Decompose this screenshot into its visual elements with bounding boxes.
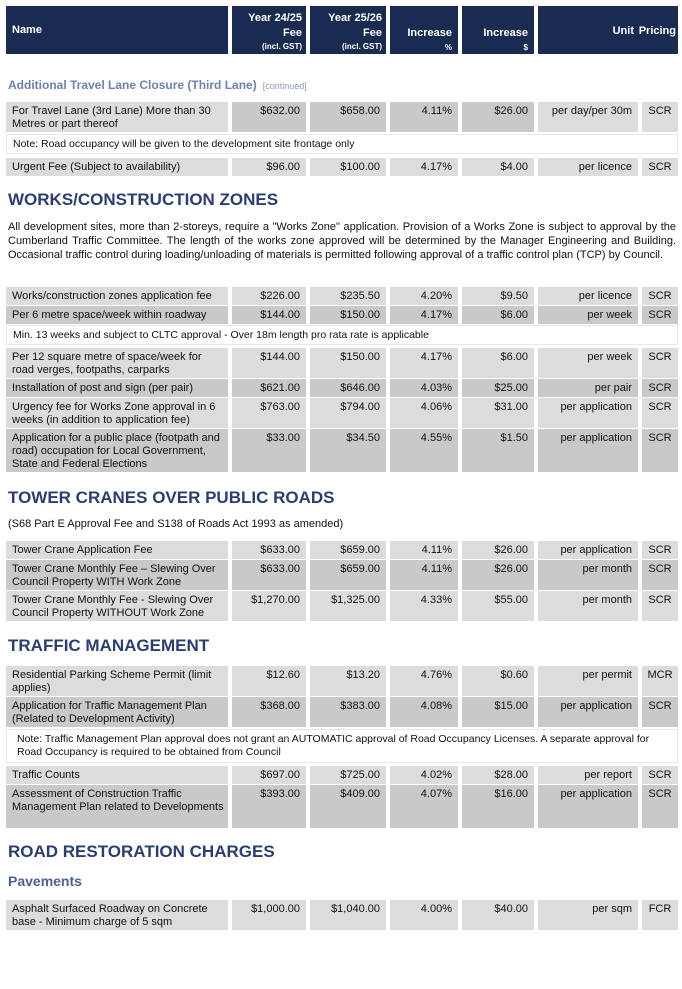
cell-name: Works/construction zones application fee [6, 287, 228, 305]
cell-increase-dollar: $15.00 [462, 697, 534, 727]
cell-unit: per application [538, 398, 638, 428]
cell-pricing: MCR [642, 666, 678, 696]
section-road-title: ROAD RESTORATION CHARGES [8, 842, 275, 861]
cell-name: Tower Crane Monthly Fee - Slewing Over Council Property WITHOUT Work Zone [6, 591, 228, 621]
cell-name: Asphalt Surfaced Roadway on Concrete base - Minimum charge of 5 sqm [6, 900, 228, 930]
cell-unit: per application [538, 429, 638, 472]
cell-pricing: FCR [642, 900, 678, 930]
cell-increase-dollar: $6.00 [462, 348, 534, 378]
cell-increase-dollar: $55.00 [462, 591, 534, 621]
table-row [6, 348, 678, 378]
cell-fee-2526: $235.50 [310, 287, 386, 305]
header-label: Increase [483, 27, 528, 39]
cell-fee-2526: $409.00 [310, 785, 386, 828]
table-row [6, 398, 678, 428]
header-label: (incl. GST) [342, 42, 382, 51]
cell-pricing: SCR [642, 398, 678, 428]
cell-pricing: SCR [642, 560, 678, 590]
cell-pricing: SCR [642, 102, 678, 132]
cell-name: Urgent Fee (Subject to availability) [6, 158, 228, 176]
header-label: Increase [407, 27, 452, 39]
cell-pricing: SCR [642, 158, 678, 176]
cell-name: For Travel Lane (3rd Lane) More than 30 Metres or part thereof [6, 102, 228, 132]
table-row [6, 102, 678, 132]
table-row [6, 429, 678, 472]
header-label: Year 25/26 [328, 12, 382, 24]
table-row [6, 900, 678, 930]
cell-unit: per licence [538, 287, 638, 305]
table-row [6, 697, 678, 727]
cell-increase-pct: 4.03% [390, 379, 458, 397]
header-label: Unit [612, 25, 634, 37]
cell-increase-pct: 4.11% [390, 102, 458, 132]
section-cranes-title: TOWER CRANES OVER PUBLIC ROADS [8, 488, 335, 507]
cell-fee-2425: $368.00 [232, 697, 306, 727]
header-label: Fee [283, 27, 302, 39]
cell-name: Residential Parking Scheme Permit (limit applies) [6, 666, 228, 696]
cell-fee-2526: $646.00 [310, 379, 386, 397]
cell-fee-2425: $633.00 [232, 560, 306, 590]
header-label: Name [12, 24, 42, 36]
cell-fee-2526: $1,325.00 [310, 591, 386, 621]
works-description: All development sites, more than 2-storeys, require a "Works Zone" application. Provision of a Works Zone is subject to approval by the Cumberland Traffic Committee. The length of the works zone approved will be determined by the Manager Engineering and Building. Occasional traffic control during loading/unloading of materials is permitted following approval of a traffic control plan (TCP) by Council. [8, 221, 676, 261]
cell-unit: per month [538, 591, 638, 621]
note-traffic: Note: Traffic Management Plan approval does not grant an AUTOMATIC approval of Road Occupancy Licenses. A separate approval for Road Occupancy is required to be obtained from Council [6, 729, 678, 763]
cell-pricing: SCR [642, 697, 678, 727]
header-label: Pricing [638, 25, 676, 37]
cell-name: Assessment of Construction Traffic Management Plan related to Developments [6, 785, 228, 828]
cell-pricing: SCR [642, 348, 678, 378]
cell-fee-2526: $725.00 [310, 766, 386, 784]
cell-pricing: SCR [642, 429, 678, 472]
cell-unit: per permit [538, 666, 638, 696]
cell-name: Tower Crane Application Fee [6, 541, 228, 559]
cell-increase-dollar: $26.00 [462, 102, 534, 132]
cell-fee-2526: $13.20 [310, 666, 386, 696]
cell-name: Per 12 square metre of space/week for road verges, footpaths, carparks [6, 348, 228, 378]
header-increase-pct [390, 6, 458, 54]
cell-increase-pct: 4.17% [390, 306, 458, 324]
cell-name: Application for Traffic Management Plan (Related to Development Activity) [6, 697, 228, 727]
note-works: Min. 13 weeks and subject to CLTC approval - Over 18m length pro rata rate is applicable [6, 325, 678, 345]
cell-name: Application for a public place (footpath and road) occupation for Local Government, State and Federal Elections [6, 429, 228, 472]
cell-fee-2425: $96.00 [232, 158, 306, 176]
cell-increase-pct: 4.11% [390, 541, 458, 559]
cell-name: Per 6 metre space/week within roadway [6, 306, 228, 324]
cell-increase-dollar: $28.00 [462, 766, 534, 784]
section-title-text: Additional Travel Lane Closure (Third Lane) [8, 78, 257, 92]
cell-fee-2425: $226.00 [232, 287, 306, 305]
cell-increase-dollar: $0.60 [462, 666, 534, 696]
cell-increase-pct: 4.07% [390, 785, 458, 828]
cell-pricing: SCR [642, 306, 678, 324]
cell-unit: per application [538, 785, 638, 828]
header-name [6, 6, 228, 54]
header-pricing [638, 6, 678, 54]
cell-increase-pct: 4.76% [390, 666, 458, 696]
cell-fee-2425: $12.60 [232, 666, 306, 696]
cell-name: Traffic Counts [6, 766, 228, 784]
cell-increase-dollar: $9.50 [462, 287, 534, 305]
cell-increase-pct: 4.06% [390, 398, 458, 428]
table-row [6, 306, 678, 324]
cell-fee-2526: $100.00 [310, 158, 386, 176]
table-row [6, 379, 678, 397]
table-row [6, 541, 678, 559]
cell-increase-pct: 4.20% [390, 287, 458, 305]
cell-increase-pct: 4.17% [390, 348, 458, 378]
cell-unit: per application [538, 541, 638, 559]
cell-increase-pct: 4.33% [390, 591, 458, 621]
cell-increase-pct: 4.17% [390, 158, 458, 176]
cell-unit: per sqm [538, 900, 638, 930]
cell-unit: per pair [538, 379, 638, 397]
cell-fee-2425: $763.00 [232, 398, 306, 428]
cell-pricing: SCR [642, 379, 678, 397]
cell-unit: per month [538, 560, 638, 590]
cell-increase-dollar: $16.00 [462, 785, 534, 828]
header-unit [538, 6, 638, 54]
header-fee-2425 [232, 6, 306, 54]
cell-fee-2526: $34.50 [310, 429, 386, 472]
cell-unit: per application [538, 697, 638, 727]
header-label: Fee [363, 27, 382, 39]
section-pavements-title: Pavements [8, 873, 82, 889]
cell-pricing: SCR [642, 785, 678, 828]
table-row [6, 666, 678, 696]
cell-increase-dollar: $26.00 [462, 560, 534, 590]
cell-fee-2425: $632.00 [232, 102, 306, 132]
header-label: (incl. GST) [262, 42, 302, 51]
cell-fee-2425: $144.00 [232, 348, 306, 378]
section-title-text: [continued] [262, 81, 307, 91]
cell-increase-pct: 4.08% [390, 697, 458, 727]
section-travel-lane-title [8, 78, 307, 92]
cell-fee-2425: $621.00 [232, 379, 306, 397]
table-row [6, 785, 678, 828]
table-row [6, 591, 678, 621]
cell-fee-2425: $1,270.00 [232, 591, 306, 621]
note-travel-lane: Note: Road occupancy will be given to the development site frontage only [6, 134, 678, 154]
cell-fee-2526: $150.00 [310, 306, 386, 324]
cell-fee-2526: $383.00 [310, 697, 386, 727]
table-row [6, 287, 678, 305]
cell-fee-2425: $633.00 [232, 541, 306, 559]
header-fee-2526 [310, 6, 386, 54]
table-row [6, 560, 678, 590]
cell-pricing: SCR [642, 766, 678, 784]
cell-increase-dollar: $40.00 [462, 900, 534, 930]
cell-fee-2425: $33.00 [232, 429, 306, 472]
cell-fee-2425: $144.00 [232, 306, 306, 324]
cell-increase-dollar: $26.00 [462, 541, 534, 559]
section-traffic-title: TRAFFIC MANAGEMENT [8, 636, 210, 655]
table-row [6, 766, 678, 784]
cell-increase-dollar: $6.00 [462, 306, 534, 324]
cell-increase-dollar: $25.00 [462, 379, 534, 397]
cell-unit: per week [538, 348, 638, 378]
cell-increase-pct: 4.02% [390, 766, 458, 784]
cell-pricing: SCR [642, 591, 678, 621]
table-header [6, 6, 678, 54]
header-increase-dollar [462, 6, 534, 54]
cell-pricing: SCR [642, 541, 678, 559]
cell-name: Installation of post and sign (per pair) [6, 379, 228, 397]
cell-fee-2526: $658.00 [310, 102, 386, 132]
cell-unit: per report [538, 766, 638, 784]
cell-unit: per week [538, 306, 638, 324]
cell-fee-2526: $659.00 [310, 541, 386, 559]
cell-fee-2425: $697.00 [232, 766, 306, 784]
cell-fee-2526: $150.00 [310, 348, 386, 378]
cell-increase-dollar: $4.00 [462, 158, 534, 176]
cell-fee-2425: $393.00 [232, 785, 306, 828]
cell-unit: per day/per 30m [538, 102, 638, 132]
cell-increase-dollar: $1.50 [462, 429, 534, 472]
cell-fee-2526: $659.00 [310, 560, 386, 590]
cell-name: Urgency fee for Works Zone approval in 6 weeks (in addition to application fee) [6, 398, 228, 428]
header-label: % [444, 43, 452, 52]
cell-name: Tower Crane Monthly Fee – Slewing Over Council Property WITH Work Zone [6, 560, 228, 590]
table-row [6, 158, 678, 176]
cell-fee-2526: $794.00 [310, 398, 386, 428]
cranes-description: (S68 Part E Approval Fee and S138 of Roads Act 1993 as amended) [8, 518, 344, 530]
cell-increase-pct: 4.00% [390, 900, 458, 930]
cell-pricing: SCR [642, 287, 678, 305]
cell-increase-pct: 4.55% [390, 429, 458, 472]
cell-increase-dollar: $31.00 [462, 398, 534, 428]
cell-fee-2526: $1,040.00 [310, 900, 386, 930]
section-works-title: WORKS/CONSTRUCTION ZONES [8, 190, 279, 209]
cell-fee-2425: $1,000.00 [232, 900, 306, 930]
cell-increase-pct: 4.11% [390, 560, 458, 590]
cell-unit: per licence [538, 158, 638, 176]
header-label: Year 24/25 [248, 12, 302, 24]
header-label: $ [523, 43, 528, 52]
